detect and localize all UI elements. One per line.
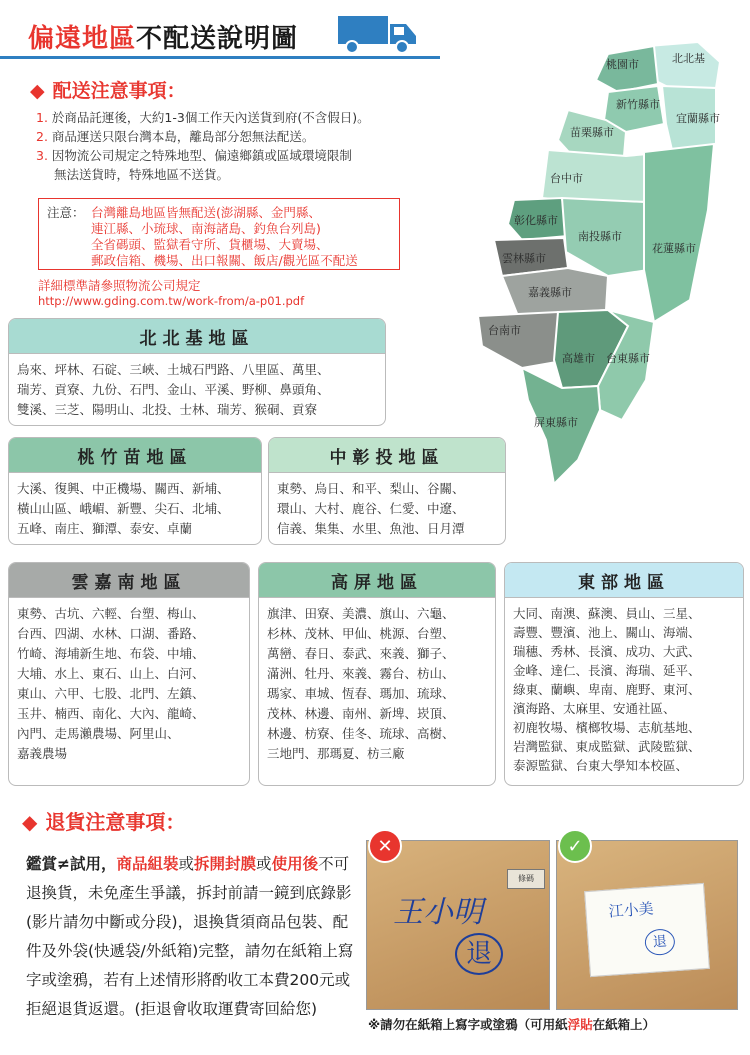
region-taoyuan [8, 437, 262, 545]
map-label-hualien: 花蓮縣市 [652, 242, 696, 255]
photo-note-text: 在紙箱上） [592, 1017, 656, 1032]
region-line: 旗津、田寮、美濃、旗山、六龜、 [267, 606, 455, 621]
region-line: 泰源監獄、台東大學知本校區、 [513, 758, 689, 773]
region-line: 滿洲、牡丹、來義、霧台、枋山、 [267, 666, 455, 681]
sticky-note [584, 883, 710, 977]
region-line: 嘉義農場 [17, 746, 68, 761]
map-label-miaoli: 苗栗縣市 [570, 126, 614, 139]
region-gaoping-title: 高屏地區 [259, 563, 495, 598]
region-line: 五峰、南庄、獅潭、泰安、卓蘭 [17, 521, 193, 536]
note-text: 因物流公司規定之特殊地型、偏遠鄉鎮或區域環境限制 [51, 148, 352, 163]
note-text: 於商品託運後，大約1-3個工作天內送貨到府(不含假日)。 [51, 110, 370, 125]
delivery-notes [36, 108, 370, 184]
region-line: 竹崎、海埔新生地、布袋、中埔、 [17, 646, 205, 661]
note-num: 1. [36, 110, 48, 125]
wrong-icon: ✕ [368, 829, 402, 863]
note-item [36, 146, 370, 165]
good-photo-mark: 退 [644, 928, 676, 956]
returns-seg: 或 [256, 855, 272, 873]
map-label-taoyuan: 桃園市 [606, 58, 639, 71]
region-line: 東勢、烏日、和平、梨山、谷關、 [277, 481, 465, 496]
photo-note-text: ※請勿在紙箱上寫字或塗鴉（可用紙 [368, 1017, 568, 1032]
region-taoyuan-body [9, 473, 261, 545]
region-line: 杉林、茂林、甲仙、桃源、台塑、 [267, 626, 455, 641]
returns-text [26, 850, 354, 1024]
map-label-beibeiji: 北北基 [672, 52, 705, 65]
returns-seg: 不可退換貨，未免產生爭議，拆封前請一鏡到底錄影(影片請勿中斷或分段)，退換貨須商品包裝、配件及外袋(快遞袋/外紙箱)完整，請勿在紙箱上寫字或塗鴉，若有上述情形將酌收工本費200元或拒絕退貨返還。(拒退會收取運費寄回給您) [26, 855, 354, 1018]
region-line: 初鹿牧場、檳榔牧場、志航基地、 [513, 720, 701, 735]
map-label-taitung: 台東縣市 [606, 352, 650, 365]
region-line: 大埔、水上、東石、山上、白河、 [17, 666, 205, 681]
region-line: 東勢、古坑、六輕、台塑、梅山、 [17, 606, 205, 621]
region-central [268, 437, 506, 545]
region-taoyuan-title: 桃竹苗地區 [9, 438, 261, 473]
notice-line: 台灣離島地區皆無配送(澎湖縣、金門縣、 [91, 205, 321, 220]
region-line: 濱海路、太麻里、安通社區、 [513, 701, 676, 716]
region-line: 台西、四湖、水林、口湖、番路、 [17, 626, 205, 641]
map-label-nantou: 南投縣市 [578, 230, 622, 243]
detail-text: 詳細標準請參照物流公司規定 [38, 278, 201, 293]
region-line: 壽豐、豐濱、池上、關山、海端、 [513, 625, 701, 640]
map-label-kaohsiung: 高雄市 [562, 352, 595, 365]
region-line: 烏來、坪林、石碇、三峽、土城石門路、八里區、萬里、 [17, 362, 330, 377]
region-line: 金峰、達仁、長濱、海瑞、延平、 [513, 663, 701, 678]
region-line: 岩灣監獄、東成監獄、武陵監獄、 [513, 739, 701, 754]
region-north-title: 北北基地區 [9, 319, 385, 354]
region-line: 瑞芳、貢寮、九份、石門、金山、平溪、野柳、鼻頭角、 [17, 382, 330, 397]
region-line: 三地門、那瑪夏、枋三廠 [267, 746, 405, 761]
region-line: 大溪、復興、中正機場、關西、新埔、 [17, 481, 230, 496]
returns-seg-highlight: 使用後 [271, 855, 319, 873]
good-photo-name: 江小美 [607, 899, 655, 921]
notice-line: 郵政信箱、機場、出口報關、飯店/觀光區不配送 [91, 253, 358, 268]
region-line: 林邊、枋寮、佳冬、琉球、高樹、 [267, 726, 455, 741]
region-yunjia-body [9, 598, 249, 770]
notice-line: 連江縣、小琉球、南海諸島、釣魚台列島) [91, 221, 321, 236]
bad-photo-name: 王小明 [393, 895, 483, 930]
diamond-icon: ◆ [22, 810, 38, 834]
photo-note [368, 1015, 655, 1033]
delivery-heading-text: 配送注意事項： [52, 80, 186, 102]
region-line: 東山、六甲、七股、北門、左鎮、 [17, 686, 205, 701]
good-example-photo [556, 840, 738, 1010]
returns-seg-highlight: 拆開封膜 [194, 855, 257, 873]
map-label-yunlin: 雲林縣市 [502, 252, 546, 265]
bad-example-photo [366, 840, 550, 1010]
map-label-tainan: 台南市 [488, 324, 521, 337]
barcode-tag: 條碼 [507, 869, 545, 889]
region-line: 綠東、蘭嶼、卑南、鹿野、東河、 [513, 682, 701, 697]
map-label-hsinchu: 新竹縣市 [616, 98, 660, 111]
note-text: 商品運送只限台灣本島，離島部分恕無法配送。 [51, 129, 315, 144]
region-east-body [505, 598, 743, 781]
region-gaoping [258, 562, 496, 786]
region-north [8, 318, 386, 426]
page-title-highlight: 偏遠地區 [28, 24, 137, 54]
truck-icon [336, 12, 420, 56]
region-east [504, 562, 744, 786]
returns-heading [22, 806, 185, 835]
map-label-taichung: 台中市 [550, 172, 583, 185]
region-line: 內門、走馬瀨農場、阿里山、 [17, 726, 180, 741]
note-num: 3. [36, 148, 48, 163]
page-title-rest: 不配送說明圖 [136, 24, 299, 54]
region-central-body [269, 473, 505, 545]
taiwan-map [458, 40, 748, 490]
region-line: 玉井、楠西、南化、大內、龍崎、 [17, 706, 205, 721]
detail-url-link[interactable]: http://www.gding.com.tw/work-from/a-p01.pdf [38, 294, 305, 308]
note-item [36, 108, 370, 127]
note-text: 無法送貨時，特殊地區不送貨。 [54, 167, 230, 182]
region-central-title: 中彰投地區 [269, 438, 505, 473]
map-label-yilan: 宜蘭縣市 [676, 112, 720, 125]
region-gaoping-body [259, 598, 495, 770]
returns-seg-highlight: 商品組裝 [116, 855, 179, 873]
map-label-pingtung: 屏東縣市 [534, 416, 578, 429]
region-line: 橫山山區、峨嵋、新豐、尖石、北埔、 [17, 501, 230, 516]
region-east-title: 東部地區 [505, 563, 743, 598]
title-underline [0, 56, 440, 59]
notice-label: 注意： [47, 205, 85, 220]
region-yunjia [8, 562, 250, 786]
returns-seg: 或 [178, 855, 195, 873]
returns-heading-text: 退貨注意事項： [45, 810, 186, 834]
note-num: 2. [36, 129, 48, 144]
correct-icon: ✓ [558, 829, 592, 863]
region-line: 雙溪、三芝、陽明山、北投、士林、瑞芳、猴硐、貢寮 [17, 402, 318, 417]
map-label-chiayi: 嘉義縣市 [528, 286, 572, 299]
page-title [28, 18, 298, 55]
region-line: 環山、大村、鹿谷、仁愛、中遼、 [277, 501, 465, 516]
returns-seg: 鑑賞≠試用， [26, 855, 117, 873]
notice-line: 全省碼頭、監獄看守所、貨櫃場、大賣場、 [91, 237, 329, 252]
map-label-changhua: 彰化縣市 [514, 214, 558, 227]
region-line: 萬巒、春日、泰武、來義、獅子、 [267, 646, 455, 661]
diamond-icon: ◆ [30, 80, 45, 102]
note-item [36, 165, 370, 184]
note-item [36, 127, 370, 146]
delivery-heading [30, 76, 186, 103]
region-line: 大同、南澳、蘇澳、員山、三星、 [513, 606, 701, 621]
photo-note-highlight: 浮貼 [567, 1017, 593, 1032]
bad-photo-mark: 退 [455, 933, 503, 975]
region-line: 瑞穗、秀林、長濱、成功、大武、 [513, 644, 701, 659]
region-north-body [9, 354, 385, 426]
region-line: 茂林、林邊、南州、新埤、崁頂、 [267, 706, 455, 721]
notice-box [38, 198, 400, 270]
region-yunjia-title: 雲嘉南地區 [9, 563, 249, 598]
region-line: 瑪家、車城、恆春、瑪加、琉球、 [267, 686, 455, 701]
region-line: 信義、集集、水里、魚池、日月潭 [277, 521, 465, 536]
